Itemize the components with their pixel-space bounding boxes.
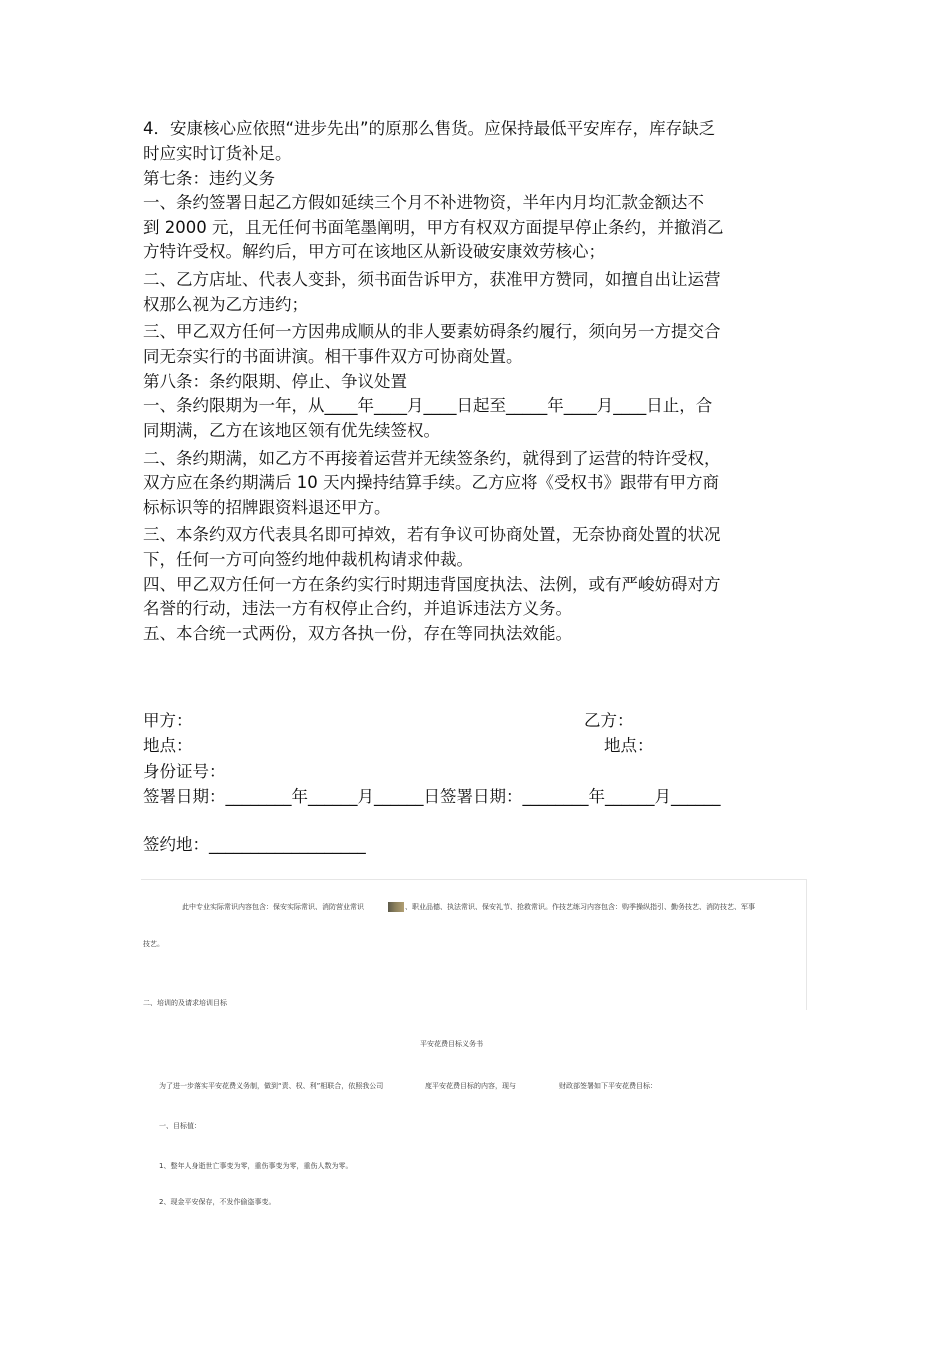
thumbnail-image — [388, 902, 404, 912]
embedded-text: 此中专业实际常识内容包含：保安实际常识、消防营业常识 — [182, 903, 364, 911]
text-line: 二、条约期满，如乙方不再接着运营并无续签条约，就得到了运营的特许受权， — [143, 448, 721, 468]
text-line: 五、本合统一式两份，双方各执一份，存在等同执法效能。 — [143, 623, 572, 643]
embedded-text: 技艺。 — [143, 940, 164, 948]
embedded-page-fragment — [141, 879, 807, 1010]
party-b-label: 乙方： — [584, 711, 634, 730]
text-line: 4．安康核心应依照“进步先出”的原那么售货。应保持最低平安库存，库存缺乏 — [143, 119, 716, 138]
text-line: 时应实时订货补足。 — [143, 143, 292, 163]
section-heading: 第七条：违约义务 — [143, 169, 275, 189]
id-number-label: 身份证号： — [143, 762, 226, 781]
party-a-label: 甲方： — [143, 711, 193, 730]
embedded-text: 、职业品德、执法常识、保安礼节、抢救常识。作技艺练习内容包含：购季操纵指引、勤务技艺、消防技艺、军事 — [405, 903, 755, 911]
text-line: 名誉的行动，违法一方有权停止合约，并追诉违法方义务。 — [143, 599, 572, 619]
text-line: 一、条约签署日起乙方假如延续三个月不补进物资，半年内月均汇款金额达不 — [143, 193, 704, 213]
text-line: 到 2000 元，且无任何书面笔墨阐明，甲方有权双方面提早停止条约，并撤消乙 — [143, 217, 724, 237]
appendix-intro: 为了进一步落实平安花费义务制，做到“责、权、利”相联合，依照我公司 — [159, 1082, 384, 1090]
address-a-label: 地点： — [143, 736, 193, 755]
sign-place-line: 签约地：___________________ — [143, 835, 366, 854]
text-line: 二、乙方店址、代表人变卦，须书面告诉甲方，获准甲方赞同，如擅自出让运营 — [143, 269, 721, 289]
contract-body — [143, 117, 773, 646]
embedded-text: 二、培训的及请求培训目标 — [143, 999, 227, 1007]
text-line: 同期满，乙方在该地区领有优先续签权。 — [143, 420, 440, 440]
appendix-title: 平安花费目标义务书 — [420, 1040, 483, 1048]
section-heading: 第八条：条约限期、停止、争议处置 — [143, 372, 407, 392]
text-line: 同无奈实行的书面讲演。相干事件双方可协商处置。 — [143, 346, 523, 366]
text-line: 一、条约限期为一年，从____年____月____日起至_____年____月____日止，合 — [143, 396, 713, 416]
text-line: 三、甲乙双方任何一方因弗成顺从的非人要素妨碍条约履行，须向另一方提交合 — [143, 322, 721, 342]
text-line: 下，任何一方可向签约地仲裁机构请求仲裁。 — [143, 549, 473, 569]
goal-item: 2、现金平安保存，不发作偷盗事变。 — [159, 1198, 276, 1206]
text-line: 权那么视为乙方违约； — [143, 294, 308, 314]
text-line: 三、本条约双方代表具名即可掉效，若有争议可协商处置，无奈协商处置的状况 — [143, 525, 721, 545]
address-b-label: 地点： — [604, 736, 654, 755]
text-line: 四、甲乙双方任何一方在条约实行时期违背国度执法、法例，或有严峻妨碍对方 — [143, 574, 721, 594]
goal-heading: 一、目标值： — [159, 1122, 201, 1130]
appendix-intro: 度平安花费目标的内容，现与 — [425, 1082, 516, 1090]
goal-item: 1、整年人身逝世亡事变为零，重伤事变为零，重伤人数为零。 — [159, 1162, 353, 1170]
text-line: 方特许受权。解约后，甲方可在该地区从新设破安康效劳核心； — [143, 242, 605, 262]
sign-date-line: 签署日期：________年______月______日签署日期：________年______月______ — [143, 787, 721, 806]
text-line: 双方应在条约期满后 10 天内操持结算手续。乙方应将《受权书》跟带有甲方商 — [143, 473, 719, 493]
text-line: 标标识等的招牌跟资料退还甲方。 — [143, 497, 391, 517]
appendix-intro: 财政部签署如下平安花费目标： — [559, 1082, 657, 1090]
